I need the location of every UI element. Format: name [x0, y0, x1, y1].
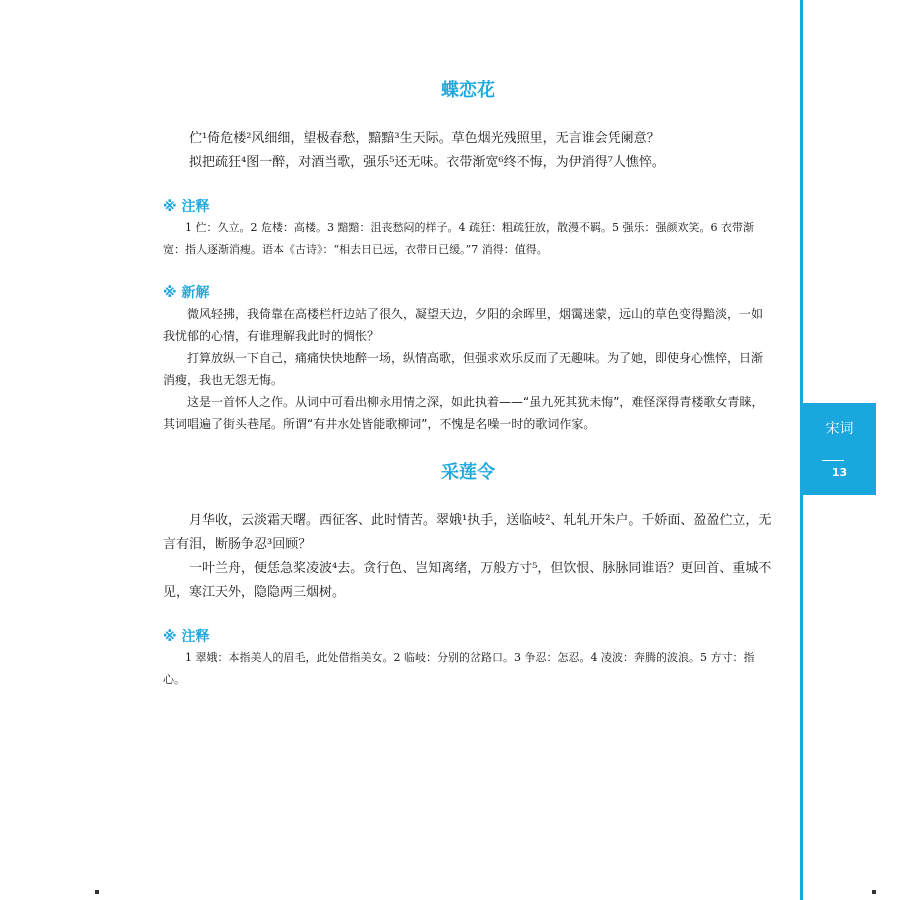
poem-title-cailianling: 采莲令 [441, 462, 495, 483]
poem-stanza: 伫¹倚危楼²风细细，望极春愁，黯黯³生天际。草色烟光残照里，无言谁会凭阑意？ [189, 131, 660, 146]
notes-heading: ※ 注释 [163, 199, 210, 215]
notes-heading: ※ 注释 [163, 629, 210, 645]
explain-heading: ※ 新解 [163, 285, 210, 301]
poem-body-dielianhua [163, 127, 773, 175]
page-number: 13 [831, 466, 848, 479]
chapter-title: 宋词 [825, 421, 854, 437]
explain-paragraph: 打算放纵一下自己，痛痛快快地醉一场，纵情高歌，但强求欢乐反而了无趣味。为了她，即使身心憔悴，日渐消瘦，我也无怨无悔。 [163, 351, 764, 387]
explain-paragraph: 这是一首怀人之作。从词中可看出柳永用情之深，如此执着——“虽九死其犹未悔”，难怪深得青楼歌女青睐，其词唱遍了街头巷尾。所谓“有井水处皆能歌柳词”，不愧是名噪一时的歌词作家。 [163, 395, 764, 431]
poem-stanza: 月华收，云淡霜天曙。西征客、此时情苦。翠娥¹执手，送临岐²、轧轧开朱户。千娇面、盈盈伫立，无言有泪，断肠争忍³回顾？ [163, 513, 772, 552]
notes-body [163, 647, 773, 691]
notes-text: 1 伫：久立。2 危楼：高楼。3 黯黯：沮丧愁闷的样子。4 疏狂：粗疏狂放，散漫不羁。5 强乐：强颜欢笑。6 衣带渐宽：指人逐渐消瘦。语本《古诗》：“相去日已远，衣带日已缓。”7 消得：值得。 [163, 221, 754, 256]
page-content [163, 75, 773, 691]
notes-body [163, 217, 773, 261]
poem-stanza: 拟把疏狂⁴图一醉，对酒当歌，强乐⁵还无味。衣带渐宽⁶终不悔，为伊消得⁷人憔悴。 [189, 155, 665, 170]
explain-body [163, 303, 773, 435]
poem-body-cailianling [163, 509, 773, 605]
chapter-divider [822, 460, 844, 461]
explain-paragraph: 微风轻拂，我倚靠在高楼栏杆边站了很久，凝望天边，夕阳的余晖里，烟霭迷蒙，远山的草色变得黯淡，一如我忧郁的心情，有谁理解我此时的惆怅？ [163, 307, 764, 343]
chapter-tab [803, 403, 876, 495]
crop-mark [95, 890, 99, 894]
poem-title-dielianhua: 蝶恋花 [441, 80, 495, 101]
crop-mark [872, 890, 876, 894]
notes-text: 1 翠娥：本指美人的眉毛，此处借指美女。2 临岐：分别的岔路口。3 争忍：怎忍。4 凌波：奔腾的波浪。5 方寸：指心。 [163, 651, 755, 686]
poem-stanza: 一叶兰舟，便恁急桨凌波⁴去。贪行色、岂知离绪，万般方寸⁵，但饮恨、脉脉同谁语？更回首、重城不见，寒江天外，隐隐两三烟树。 [163, 561, 772, 600]
